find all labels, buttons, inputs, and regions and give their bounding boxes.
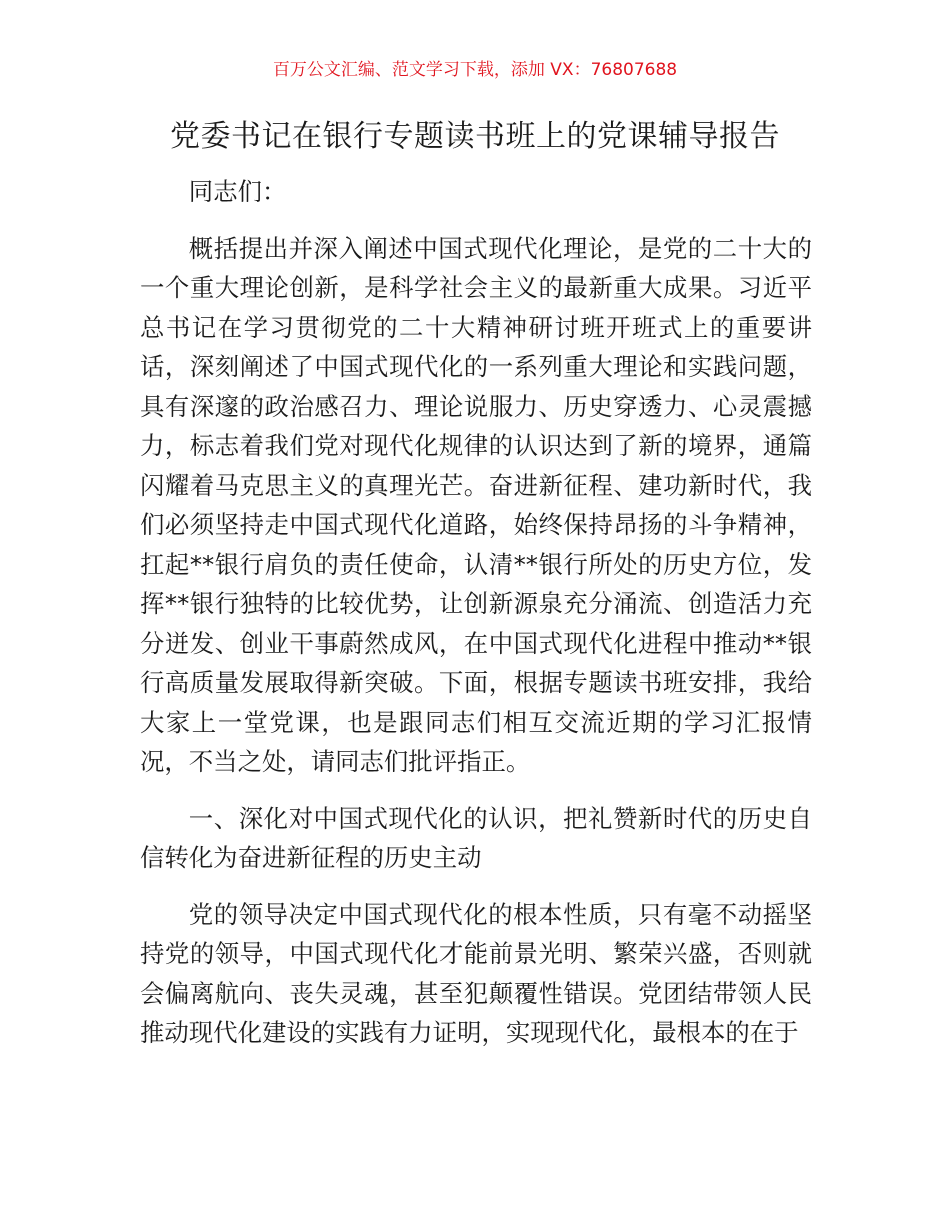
watermark-banner: 百万公文汇编、范文学习下载，添加 VX：76807688	[272, 60, 678, 80]
intro-paragraph: 概括提出并深入阐述中国式现代化理论，是党的二十大的一个重大理论创新，是科学社会主义的最新重大成果。习近平总书记在学习贯彻党的二十大精神研讨班开班式上的重要讲话，深刻阐述了中国式现代化的一系列重大理论和实践问题，具有深邃的政治感召力、理论说服力、历史穿透力、心灵震撼力，标志着我们党对现代化规律的认识达到了新的境界，通篇闪耀着马克思主义的真理光芒。奋进新征程、建功新时代，我们必须坚持走中国式现代化道路，始终保持昂扬的斗争精神，扛起**银行肩负的责任使命，认清**银行所处的历史方位，发挥**银行独特的比较优势，让创新源泉充分涌流、创造活力充分迸发、创业干事蔚然成风，在中国式现代化进程中推动**银行高质量发展取得新突破。下面，根据专题读书班安排，我给大家上一堂党课，也是跟同志们相互交流近期的学习汇报情况，不当之处，请同志们批评指正。	[140, 233, 812, 776]
section-heading-paragraph: 一、深化对中国式现代化的认识，把礼赞新时代的历史自信转化为奋进新征程的历史主动	[140, 803, 812, 872]
salutation-paragraph: 同志们：	[188, 177, 287, 206]
document-title: 党委书记在银行专题读书班上的党课辅导报告	[170, 119, 780, 154]
document-body	[140, 172, 812, 1053]
body-paragraph: 党的领导决定中国式现代化的根本性质，只有毫不动摇坚持党的领导，中国式现代化才能前景光明、繁荣兴盛，否则就会偏离航向、丧失灵魂，甚至犯颠覆性错误。党团结带领人民推动现代化建设的实践有力证明，实现现代化，最根本的在于	[140, 899, 812, 1047]
